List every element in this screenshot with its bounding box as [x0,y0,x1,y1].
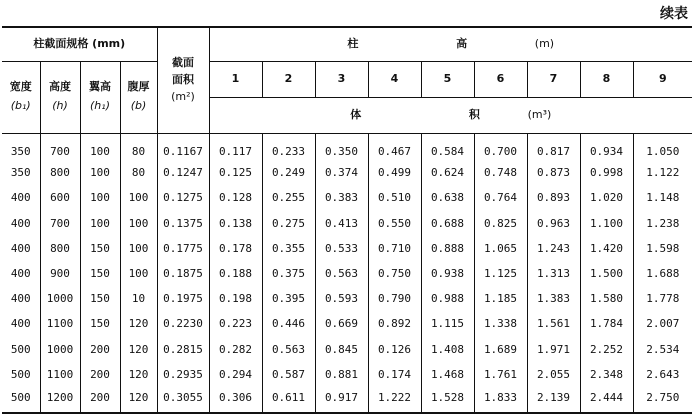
cell-volume-4: 0.710 [368,236,421,261]
cell-h: 1000 [40,287,80,312]
cell-volume-8: 2.252 [580,337,633,362]
cell-h: 900 [40,262,80,287]
col-header-b1-symbol: (b₁) [10,99,31,112]
cell-h: 1000 [40,337,80,362]
cell-b: 80 [120,161,157,186]
cell-b: 10 [120,287,157,312]
height-group-word1: 柱 [347,36,359,50]
cell-b1: 350 [2,133,40,161]
height-col-2: 2 [262,61,315,97]
area-header-line1: 截面 [172,56,194,70]
cell-b: 100 [120,211,157,236]
col-header-h [40,61,80,133]
cell-volume-9: 2.750 [633,388,692,413]
cell-volume-1: 0.282 [209,337,262,362]
cell-volume-7: 0.893 [527,186,580,211]
cell-h1: 100 [80,211,120,236]
cell-volume-7: 0.873 [527,161,580,186]
height-col-5: 5 [421,61,474,97]
cell-volume-3: 0.563 [315,262,368,287]
cell-h: 800 [40,161,80,186]
cell-b: 100 [120,186,157,211]
cell-volume-4: 0.550 [368,211,421,236]
cell-volume-9: 1.050 [646,144,680,158]
cell-b1: 400 [2,236,40,261]
cell-b1: 400 [2,262,40,287]
height-col-7: 7 [527,61,580,97]
cell-b: 120 [120,363,157,388]
table-row [2,161,692,186]
cell-area: 0.2230 [157,312,209,337]
table-row [2,363,692,388]
cell-volume-6: 1.689 [474,337,527,362]
cell-volume-8: 2.444 [580,388,633,413]
cell-volume-5: 1.468 [421,363,474,388]
cell-volume-6: 0.700 [474,133,527,161]
table-body [2,133,692,413]
height-col-3: 3 [315,61,368,97]
cell-h: 700 [40,211,80,236]
cell-volume-7: 1.243 [527,236,580,261]
cell-h: 600 [40,186,80,211]
cell-volume-3: 0.593 [315,287,368,312]
cell-volume-1: 0.178 [209,236,262,261]
cell-volume-1: 0.198 [209,287,262,312]
cell-h1: 200 [80,363,120,388]
cell-volume-4: 0.499 [368,161,421,186]
table-row [2,211,692,236]
cell-b: 120 [120,388,157,413]
cell-volume-3: 0.917 [315,388,368,413]
col-header-h-symbol: (h) [52,99,68,112]
cell-volume-7: 1.971 [527,337,580,362]
cell-volume-5: 0.988 [421,287,474,312]
col-header-h-label: 高度 [49,80,71,94]
cell-b: 100 [120,262,157,287]
cell-volume-9: 1.688 [646,266,680,280]
cell-h: 1100 [40,312,80,337]
volume-group-word1: 体 [350,107,362,121]
cell-area: 0.1167 [157,133,209,161]
cell-volume-2: 0.611 [262,388,315,413]
height-col-9: 9 [633,61,692,97]
cell-volume-3: 0.350 [315,133,368,161]
table-row [2,287,692,312]
cell-b1: 350 [2,161,40,186]
cell-area: 0.1875 [157,262,209,287]
cell-b: 120 [120,312,157,337]
cell-volume-8: 1.580 [580,287,633,312]
cell-volume-9: 1.122 [646,166,680,180]
cell-h1: 100 [80,186,120,211]
height-col-8: 8 [580,61,633,97]
cell-area: 0.1375 [157,211,209,236]
cell-h: 1200 [40,388,80,413]
table-row [2,337,692,362]
cell-b: 120 [120,337,157,362]
cell-volume-2: 0.249 [262,161,315,186]
cell-volume-9: 2.643 [646,367,680,381]
cell-volume-9: 2.007 [646,317,680,331]
cell-volume-9: 1.598 [646,241,680,255]
cell-volume-7: 2.139 [527,388,580,413]
cell-b1: 400 [2,186,40,211]
cell-volume-5: 0.624 [421,161,474,186]
cell-b1: 500 [2,363,40,388]
table-row [2,388,692,413]
cell-volume-4: 0.174 [368,363,421,388]
cell-volume-7: 2.055 [527,363,580,388]
cell-volume-2: 0.355 [262,236,315,261]
height-col-1: 1 [209,61,262,97]
volume-group-word2: 积 [468,107,480,121]
cell-b: 100 [120,236,157,261]
cell-volume-2: 0.587 [262,363,315,388]
cell-volume-3: 0.533 [315,236,368,261]
col-header-h1 [80,61,120,133]
cell-volume-8: 0.998 [580,161,633,186]
cell-volume-8: 1.500 [580,262,633,287]
area-header-line2: 面积 [172,72,194,86]
cell-h1: 150 [80,262,120,287]
cell-volume-1: 0.223 [209,312,262,337]
col-header-b-symbol: (b) [130,99,147,112]
cell-volume-8: 1.420 [580,236,633,261]
cell-area: 0.1975 [157,287,209,312]
cell-area: 0.2815 [157,337,209,362]
cell-h1: 200 [80,337,120,362]
cell-h1: 150 [80,236,120,261]
cell-volume-1: 0.125 [209,161,262,186]
height-group-header [209,27,692,61]
cell-volume-5: 0.638 [421,186,474,211]
cell-volume-8: 2.348 [580,363,633,388]
cell-h: 700 [40,133,80,161]
cell-volume-3: 0.374 [315,161,368,186]
cell-volume-4: 0.750 [368,262,421,287]
cell-volume-3: 0.881 [315,363,368,388]
cell-volume-4: 0.467 [368,133,421,161]
cell-volume-5: 0.888 [421,236,474,261]
cell-volume-6: 0.825 [474,211,527,236]
cell-volume-4: 0.892 [368,312,421,337]
cell-volume-5: 0.688 [421,211,474,236]
cell-volume-4: 1.222 [368,388,421,413]
cell-volume-2: 0.395 [262,287,315,312]
cell-volume-3: 0.845 [315,337,368,362]
cell-volume-4: 0.126 [368,337,421,362]
cell-volume-7: 1.383 [527,287,580,312]
cell-volume-8: 0.934 [580,133,633,161]
cell-volume-7: 1.561 [527,312,580,337]
section-group-header: 柱截面规格 (mm) [2,27,157,61]
cell-b1: 500 [2,388,40,413]
cell-volume-6: 1.125 [474,262,527,287]
table-row [2,133,692,161]
height-col-6: 6 [474,61,527,97]
cell-h: 1100 [40,363,80,388]
col-header-b [120,61,157,133]
cell-volume-1: 0.117 [209,133,262,161]
cell-h1: 150 [80,287,120,312]
cell-volume-3: 0.383 [315,186,368,211]
cell-area: 0.1247 [157,161,209,186]
cell-volume-7: 0.817 [527,133,580,161]
cell-volume-2: 0.563 [262,337,315,362]
cell-volume-6: 1.833 [474,388,527,413]
cell-area: 0.2935 [157,363,209,388]
cell-h1: 150 [80,312,120,337]
volume-group-unit: (m³) [527,107,552,121]
cell-volume-4: 0.510 [368,186,421,211]
cell-volume-5: 0.584 [421,133,474,161]
col-header-b1-label: 宽度 [9,80,32,94]
continued-label: 续表 [660,6,688,22]
cell-volume-7: 1.313 [527,262,580,287]
cell-b1: 400 [2,211,40,236]
col-header-b-label: 腹厚 [127,80,150,94]
cell-volume-6: 1.065 [474,236,527,261]
cell-volume-1: 0.306 [209,388,262,413]
cell-volume-5: 1.115 [421,312,474,337]
cell-volume-5: 1.408 [421,337,474,362]
cell-volume-5: 0.938 [421,262,474,287]
cell-volume-2: 0.375 [262,262,315,287]
cell-volume-6: 1.761 [474,363,527,388]
cell-area: 0.1275 [157,186,209,211]
col-header-b1 [2,61,40,133]
cell-volume-8: 1.020 [580,186,633,211]
cell-volume-6: 0.764 [474,186,527,211]
table-row [2,186,692,211]
cell-volume-1: 0.138 [209,211,262,236]
cell-area: 0.1775 [157,236,209,261]
cell-volume-8: 1.784 [580,312,633,337]
table-row [2,236,692,261]
cell-volume-7: 0.963 [527,211,580,236]
table-row [2,312,692,337]
cell-volume-6: 1.185 [474,287,527,312]
cell-volume-2: 0.275 [262,211,315,236]
cell-volume-5: 1.528 [421,388,474,413]
area-header-unit: (m²) [171,89,195,103]
col-header-h1-symbol: (h₁) [90,99,110,112]
cell-volume-9: 1.238 [646,216,680,230]
height-group-unit: (m) [534,36,555,50]
cell-volume-4: 0.790 [368,287,421,312]
cell-h1: 200 [80,388,120,413]
area-header [157,27,209,133]
col-header-h1-label: 翼高 [89,80,111,94]
column-volume-table [2,26,692,414]
cell-h: 800 [40,236,80,261]
cell-volume-2: 0.446 [262,312,315,337]
cell-h1: 100 [80,161,120,186]
cell-b1: 400 [2,312,40,337]
cell-volume-9: 1.778 [646,292,680,306]
cell-volume-1: 0.128 [209,186,262,211]
cell-volume-8: 1.100 [580,211,633,236]
cell-b: 80 [120,133,157,161]
cell-volume-9: 1.148 [646,191,680,205]
cell-volume-3: 0.413 [315,211,368,236]
height-group-word2: 高 [456,36,468,50]
volume-group-header [209,97,692,133]
cell-volume-6: 0.748 [474,161,527,186]
table-row [2,262,692,287]
cell-volume-3: 0.669 [315,312,368,337]
cell-volume-1: 0.294 [209,363,262,388]
cell-h1: 100 [80,133,120,161]
cell-b1: 400 [2,287,40,312]
cell-volume-2: 0.233 [262,133,315,161]
cell-volume-1: 0.188 [209,262,262,287]
cell-volume-2: 0.255 [262,186,315,211]
height-col-4: 4 [368,61,421,97]
cell-volume-6: 1.338 [474,312,527,337]
cell-area: 0.3055 [157,388,209,413]
cell-volume-9: 2.534 [646,342,680,356]
cell-b1: 500 [2,337,40,362]
